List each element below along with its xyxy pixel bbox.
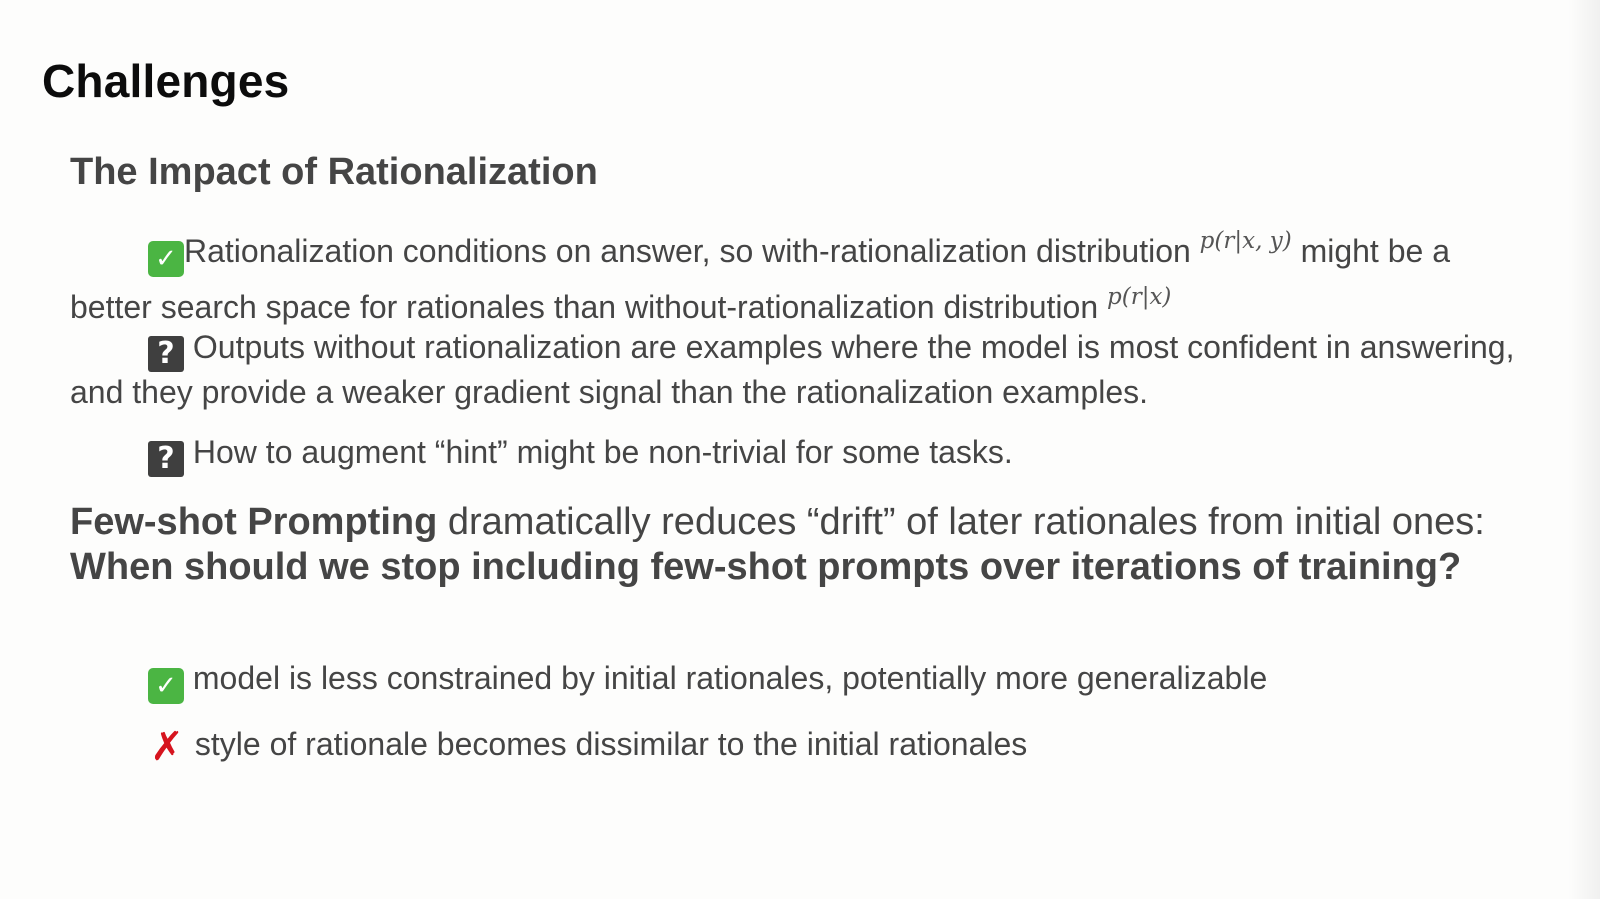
cross-icon: ✗ <box>150 724 184 770</box>
check-icon: ✓ <box>148 241 184 277</box>
section-few-shot-prompting: Few-shot Prompting dramatically reduces “drift” of later rationales from initial ones: When should we stop including few-shot prompts over iterations of training? <box>70 501 1485 588</box>
question-icon: ? <box>148 336 184 372</box>
check-icon: ✓ <box>148 668 184 704</box>
bullet-rationalization-benefit: ✓ Rationalization conditions on answer, so with-rationalization distribution $^{p(r|x, y)}$ might be a better search space for rationales than without-rationalization distribution $^{p(r|x)}$ <box>70 228 1450 325</box>
bullet-weaker-gradient: ? Outputs without rationalization are examples where the model is most confident in answering, and they provide a weaker gradient signal than the rationalization examples. <box>70 329 1515 410</box>
math-p-r-given-x-y: p(r|x, y) <box>1199 228 1292 254</box>
question-icon: ? <box>148 441 184 477</box>
section-heading-rationalization: The Impact of Rationalization <box>70 151 598 193</box>
bullet-hint-augment: ? How to augment “hint” might be non-trivial for some tasks. <box>70 432 1530 477</box>
bullet-less-constrained: ✓ model is less constrained by initial rationales, potentially more generalizable <box>70 658 1530 704</box>
few-shot-lead: Few-shot Prompting <box>70 501 438 543</box>
bullet-style-dissimilar: ✗ style of rationale becomes dissimilar to the initial rationales <box>70 724 1530 766</box>
math-p-r-given-x: p(r|x) <box>1107 284 1172 310</box>
slide-edge-shadow <box>1568 0 1600 899</box>
slide-title: Challenges <box>42 55 290 107</box>
few-shot-question: When should we stop including few-shot prompts over iterations of training? <box>70 546 1462 588</box>
